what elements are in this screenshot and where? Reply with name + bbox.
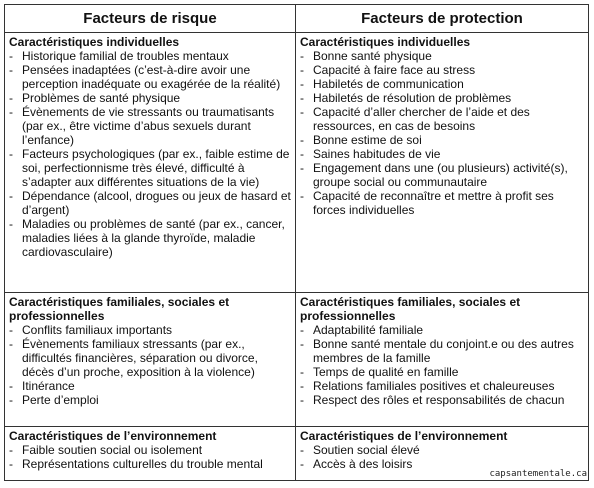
list-item: - Conflits familiaux importants: [9, 323, 291, 337]
list-item: - Soutien social élevé: [300, 443, 584, 457]
list-item: - Capacité à faire face au stress: [300, 63, 584, 77]
source-credit: capsantementale.ca: [489, 469, 587, 479]
list-item: - Bonne santé physique: [300, 49, 584, 63]
list-item: - Problèmes de santé physique: [9, 91, 291, 105]
item-list: [300, 323, 584, 407]
individual-row: [5, 33, 589, 293]
list-item: - Bonne santé mentale du conjoint.e ou des autres membres de la famille: [300, 337, 584, 365]
list-item: - Relations familiales positives et chaleureuses: [300, 379, 584, 393]
list-item: - Saines habitudes de vie: [300, 147, 584, 161]
item-list: [9, 49, 291, 259]
risk-cell: [5, 293, 296, 427]
risk-header: Facteurs de risque: [5, 5, 296, 33]
item-list: [300, 443, 584, 471]
list-item: - Habiletés de communication: [300, 77, 584, 91]
family-social-row: [5, 293, 589, 427]
section-title: Caractéristiques familiales, sociales et professionnelles: [300, 295, 521, 323]
section-title: Caractéristiques individuelles: [300, 35, 471, 49]
list-item: - Habiletés de résolution de problèmes: [300, 91, 584, 105]
list-item: - Accès à des loisirs: [300, 457, 584, 471]
section-title: Caractéristiques familiales, sociales et professionnelles: [9, 295, 230, 323]
section-title: Caractéristiques individuelles: [9, 35, 180, 49]
risk-cell: [5, 33, 296, 293]
section-title: Caractéristiques de l’environnement: [9, 429, 217, 443]
list-item: - Facteurs psychologiques (par ex., faible estime de soi, perfectionnisme très élevé, difficulté à s’adapter aux différentes situations de la vie): [9, 147, 291, 189]
list-item: - Faible soutien social ou isolement: [9, 443, 291, 457]
section-title: Caractéristiques de l’environnement: [300, 429, 508, 443]
list-item: - Évènements familiaux stressants (par ex., difficultés financières, séparation ou divorce, décès d’un proche, exposition à la violence): [9, 337, 291, 379]
list-item: - Capacité de reconnaître et mettre à profit ses forces individuelles: [300, 189, 584, 217]
list-item: - Itinérance: [9, 379, 291, 393]
item-list: [9, 323, 291, 407]
list-item: - Pensées inadaptées (c’est-à-dire avoir une perception inadéquate ou exagérée de la réalité): [9, 63, 291, 91]
item-list: [300, 49, 584, 217]
item-list: [9, 443, 291, 471]
list-item: - Maladies ou problèmes de santé (par ex., cancer, maladies liées à la glande thyroïde, maladie cardiovasculaire): [9, 217, 291, 259]
risk-cell: [5, 427, 296, 481]
protection-header: Facteurs de protection: [296, 5, 589, 33]
factors-table-container: [4, 4, 588, 481]
list-item: - Perte d’emploi: [9, 393, 291, 407]
list-item: - Temps de qualité en famille: [300, 365, 584, 379]
protection-cell: [296, 293, 589, 427]
protection-cell: [296, 33, 589, 293]
list-item: - Respect des rôles et responsabilités de chacun: [300, 393, 584, 407]
factors-table: [4, 4, 589, 481]
list-item: - Historique familial de troubles mentaux: [9, 49, 291, 63]
list-item: - Capacité d’aller chercher de l’aide et des ressources, en cas de besoins: [300, 105, 584, 133]
list-item: - Évènements de vie stressants ou traumatisants (par ex., être victime d’abus sexuels durant l’enfance): [9, 105, 291, 147]
header-row: [5, 5, 589, 33]
list-item: - Bonne estime de soi: [300, 133, 584, 147]
list-item: - Engagement dans une (ou plusieurs) activité(s), groupe social ou communautaire: [300, 161, 584, 189]
list-item: - Dépendance (alcool, drogues ou jeux de hasard et d’argent): [9, 189, 291, 217]
list-item: - Adaptabilité familiale: [300, 323, 584, 337]
list-item: - Représentations culturelles du trouble mental: [9, 457, 291, 471]
